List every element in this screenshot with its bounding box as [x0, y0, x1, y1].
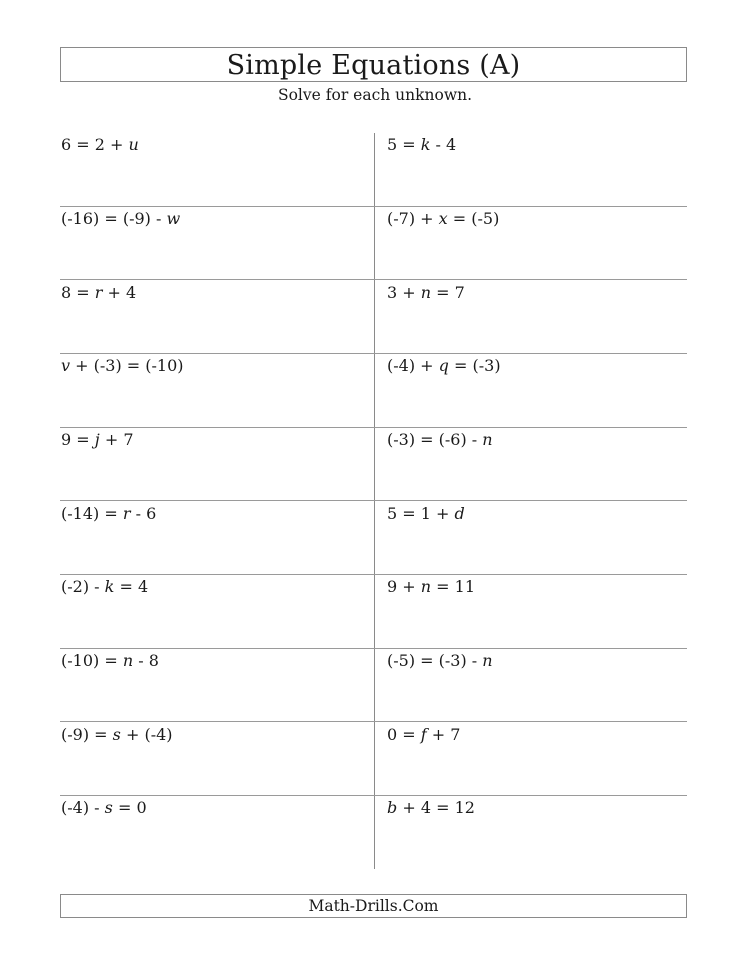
instructions: Solve for each unknown. — [277, 86, 473, 104]
row-divider — [60, 574, 687, 575]
row-divider — [60, 353, 687, 354]
problem-right-8: (-5) = (-3) - n — [387, 651, 493, 670]
problem-left-10: (-4) - s = 0 — [61, 798, 147, 817]
problem-right-1: 5 = k - 4 — [387, 135, 457, 154]
problem-right-5: (-3) = (-6) - n — [387, 430, 493, 449]
row-divider — [60, 279, 687, 280]
problem-left-7: (-2) - k = 4 — [61, 577, 149, 596]
problem-right-7: 9 + n = 11 — [387, 577, 476, 596]
problem-left-3: 8 = r + 4 — [61, 283, 137, 302]
problem-left-4: v + (-3) = (-10) — [61, 356, 184, 375]
problem-right-9: 0 = f + 7 — [387, 725, 461, 744]
problem-right-10: b + 4 = 12 — [387, 798, 475, 817]
row-divider — [60, 795, 687, 796]
problem-right-4: (-4) + q = (-3) — [387, 356, 501, 375]
problem-right-3: 3 + n = 7 — [387, 283, 465, 302]
row-divider — [60, 648, 687, 649]
title-box — [60, 47, 687, 82]
problem-right-6: 5 = 1 + d — [387, 504, 465, 523]
problem-left-9: (-9) = s + (-4) — [61, 725, 173, 744]
problem-left-2: (-16) = (-9) - w — [61, 209, 181, 228]
problem-left-6: (-14) = r - 6 — [61, 504, 157, 523]
footer-box — [60, 894, 687, 918]
problem-left-1: 6 = 2 + u — [61, 135, 139, 154]
problem-left-8: (-10) = n - 8 — [61, 651, 159, 670]
row-divider — [60, 721, 687, 722]
row-divider — [60, 427, 687, 428]
row-divider — [60, 206, 687, 207]
page-title: Simple Equations (A) — [226, 50, 521, 81]
footer-site-name: Math-Drills.Com — [308, 897, 439, 915]
column-divider — [374, 133, 375, 869]
problem-left-5: 9 = j + 7 — [61, 430, 134, 449]
row-divider — [60, 500, 687, 501]
problem-right-2: (-7) + x = (-5) — [387, 209, 500, 228]
